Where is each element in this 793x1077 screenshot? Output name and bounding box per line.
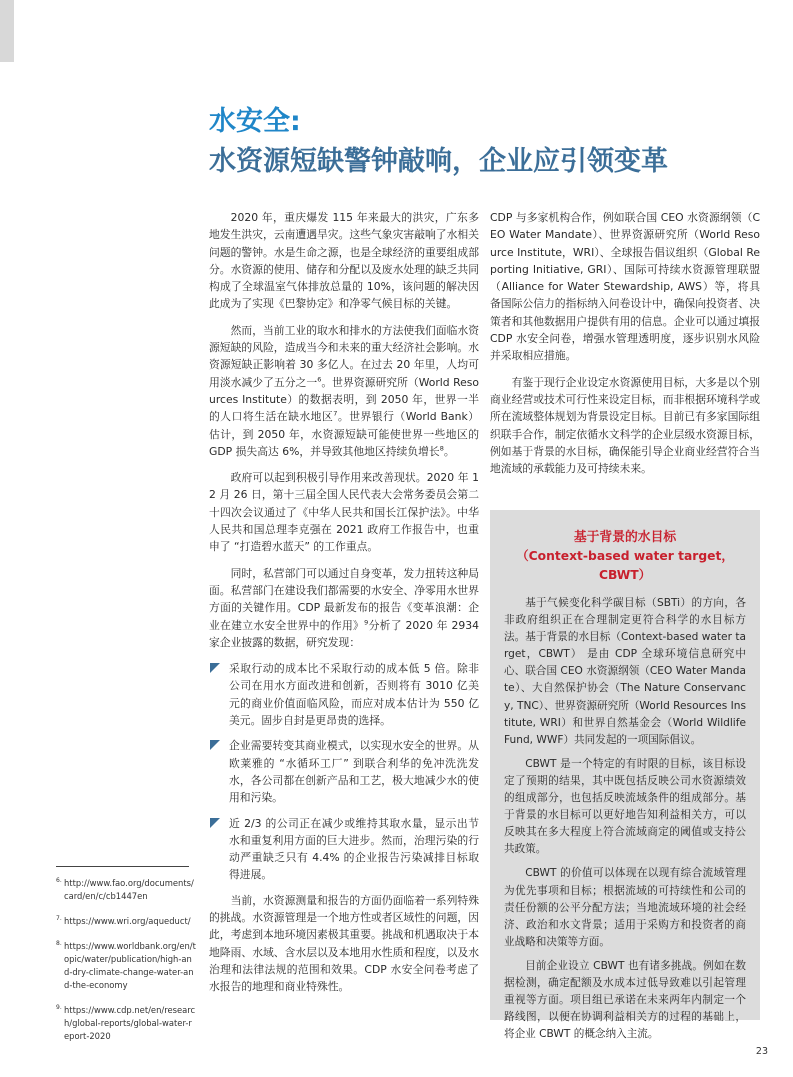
footnote-ref: 9 bbox=[364, 617, 369, 626]
footnotes bbox=[56, 877, 196, 1055]
left-paragraph-2 bbox=[209, 322, 479, 460]
box-subtitle: （Context-based water target，CBWT） bbox=[516, 549, 734, 582]
right-paragraph-1: CDP 与多家机构合作，例如联合国 CEO 水资源纲领（CEO Water Mandate）、世界资源研究所（World Resource Institute，WRI）、全球报告倡议组织（Global Reporting Initiative, GRI）、国际可持续水资源管理联盟（Alliance for Water Stewardship, AWS）等，将具备国际公信力的指标纳入问卷设计中，确保向投资者、决策者和其他数据用户提供有用的信息。企业可以通过填报 CDP 水安全问卷，增强水管理透明度，逐步识别水风险并采取相应措施。 bbox=[490, 211, 760, 363]
paragraph-text: 。世界银行（World Bank）估计，到 2050 年，水资源短缺可能使世界一些地区的 GDP 损失高达 6%，并导致其他地区持续负增长 bbox=[209, 410, 479, 458]
footnote bbox=[56, 1004, 196, 1043]
findings-list bbox=[209, 660, 479, 884]
corner-tab bbox=[0, 0, 14, 62]
list-item-text: 企业需要转变其商业模式，以实现水安全的世界。从欧莱雅的 “水循环工厂” 到联合利华的免冲洗洗发水，各公司都在创新产品和工艺，极大地减少水的使用和污染。 bbox=[229, 739, 479, 805]
title-line-1: 水安全: bbox=[209, 106, 301, 137]
paragraph-text: 。 bbox=[443, 444, 455, 458]
footnote-number: 6. bbox=[56, 877, 62, 884]
footnote-ref: 8 bbox=[439, 444, 444, 453]
box-paragraph: CBWT 的价值可以体现在以现有综合流域管理为优先事项和目标；根据流域的可持续性和公司的责任份额的公平分配方法；当地流域环境的社会经济、政治和水文背景；适用于采购方和投资者的商业战略和决策等方面。 bbox=[504, 867, 746, 948]
left-column bbox=[209, 209, 479, 1004]
footnote-ref: 6 bbox=[317, 375, 322, 384]
page-title bbox=[209, 104, 769, 180]
paragraph-text: 。世界资源研究所（World Resources Institute）的数据表明，到 2050 年，世界一半的人口将生活在缺水地区 bbox=[209, 375, 479, 424]
box-title: 基于背景的水目标 bbox=[573, 530, 677, 545]
footnote bbox=[56, 877, 196, 903]
triangle-bullet-icon bbox=[210, 663, 220, 673]
box-paragraph: CBWT 是一个特定的有时限的目标，该目标设定了预期的结果，其中既包括反映公司水资源绩效的组成部分，也包括反映流域条件的组成部分。基于背景的水目标可以更好地告知利益相关方，可以反映其在多大程度上符合流域商定的阈值或支持公共政策。 bbox=[504, 757, 746, 856]
left-paragraph-5: 当前，水资源测量和报告的方面仍面临着一系列特殊的挑战。水资源管理是一个地方性或者区域性的问题，因此，考虑到本地环境因素极其重要。挑战和机遇取决于本地降雨、水域、含水层以及本地用水性质和程度，以及水治理和法律法规的范围和效果。CDP 水安全问卷考虑了水报告的地理和商业特殊性。 bbox=[209, 893, 479, 994]
left-paragraph-3: 政府可以起到积极引导作用来改善现状。2020 年 12 月 26 日，第十三届全国人民代表大会常务委员会第二十四次会议通过了《中华人民共和国长江保护法》。中华人民共和国总理李克强在 2021 政府工作报告中，也重申了 “打造碧水蓝天” 的工作重点。 bbox=[209, 471, 479, 554]
list-item-text: 采取行动的成本比不采取行动的成本低 5 倍。除非公司在用水方面改进和创新，否则将有 3010 亿美元的商业价值面临风险，而应对成本估计为 550 亿美元。固步自封是更昂贵的选择。 bbox=[229, 662, 479, 728]
list-item bbox=[209, 660, 479, 729]
triangle-bullet-icon bbox=[210, 740, 220, 750]
triangle-bullet-icon bbox=[210, 818, 220, 828]
list-item-text: 近 2/3 的公司正在减少或维持其取水量，显示出节水和重复利用方面的巨大进步。然而，治理污染的行动严重缺乏只有 4.4% 的企业报告污染减排目标取得进展。 bbox=[229, 816, 479, 882]
footnote-divider bbox=[56, 866, 189, 867]
footnote-number: 9. bbox=[56, 1004, 62, 1011]
page-number: 23 bbox=[755, 1046, 768, 1057]
footnote-link[interactable]: https://www.wri.org/aqueduct/ bbox=[64, 916, 191, 926]
title-line-2: 水资源短缺警钟敲响，企业应引领变革 bbox=[209, 146, 668, 177]
footnote bbox=[56, 940, 196, 992]
left-paragraph-4 bbox=[209, 565, 479, 651]
right-column bbox=[490, 209, 760, 486]
right-paragraph-2: 有鉴于现行企业设定水资源使用目标，大多是以个别商业经营或技术可行性来设定目标，而非根据环境科学或所在流域整体规划为背景设定目标。目前已有多家国际组织联手合作，制定依循水文科学的企业层级水资源目标，例如基于背景的水目标，确保能引导企业商业经营符合当地流域的承载能力及可持续未来。 bbox=[490, 375, 760, 476]
footnote-link[interactable]: https://www.worldbank.org/en/topic/water/publication/high-and-dry-climate-change-water-and-the-economy bbox=[64, 941, 196, 990]
box-paragraph: 目前企业设立 CBWT 也有诸多挑战。例如在数据检测，确定配额及水成本过低导致难以引起管理重视等方面。项目组已承诺在未来两年内制定一个路线图，以便在协调利益相关方的过程的基础上，将企业 CBWT 的概念纳入主流。 bbox=[504, 959, 746, 1041]
footnote-ref: 7 bbox=[333, 409, 338, 418]
cbwt-sidebar-box bbox=[490, 510, 760, 1041]
footnote-number: 7. bbox=[56, 915, 62, 922]
footnote-link[interactable]: https://www.cdp.net/en/research/global-reports/global-water-report-2020 bbox=[64, 1005, 196, 1041]
footnote-link[interactable]: http://www.fao.org/documents/card/en/c/cb1447en bbox=[64, 878, 194, 901]
list-item bbox=[209, 815, 479, 884]
paragraph-text: 同时，私营部门可以通过自身变革，发力扭转这种局面。私营部门在建设我们都需要的水安全、净零用水世界方面的关键作用。CDP 最新发布的报告《变革浪潮：企业在建立水安全世界中的作用》 bbox=[209, 566, 479, 632]
paragraph-text: 分析了 2020 年 2934 家企业披露的数据，研究发现： bbox=[209, 618, 479, 649]
paragraph-text: 然而，当前工业的取水和排水的方法使我们面临水资源短缺的风险，造成当今和未来的重大经济社会影响。水资源短缺正影响着 30 多亿人。在过去 20 年里，人均可用淡水减少了五分之一 bbox=[209, 323, 479, 389]
left-paragraph-1: 2020 年，重庆爆发 115 年来最大的洪灾，广东多地发生洪灾，云南遭遇旱灾。这些气象灾害敲响了水相关问题的警钟。水是生命之源，也是全球经济的重要组成部分。水资源的使用、储存和分配以及废水处理的缺乏共同构成了全球温室气体排放总量的 10%，该问题的解决因此成为了实现《巴黎协定》和净零气候目标的关键。 bbox=[209, 211, 479, 311]
box-paragraph: 基于气候变化科学碳目标（SBTi）的方向，各非政府组织正在合理制定更符合科学的水目标方法。基于背景的水目标（Context-based water target，CBWT） 是由 CDP 全球环境信息研究中心、联合国 CEO 水资源纲领（CEO Water Mandate）、大自然保护协会（The Nature Conservancy, TNC）、世界资源研究所（World Resources Institute, WRI）和世界自然基金会（World Wildlife Fund, WWF）共同发起的一项国际倡议。 bbox=[504, 597, 746, 746]
footnote-number: 8. bbox=[56, 940, 62, 947]
list-item bbox=[209, 737, 479, 806]
footnote bbox=[56, 915, 196, 928]
